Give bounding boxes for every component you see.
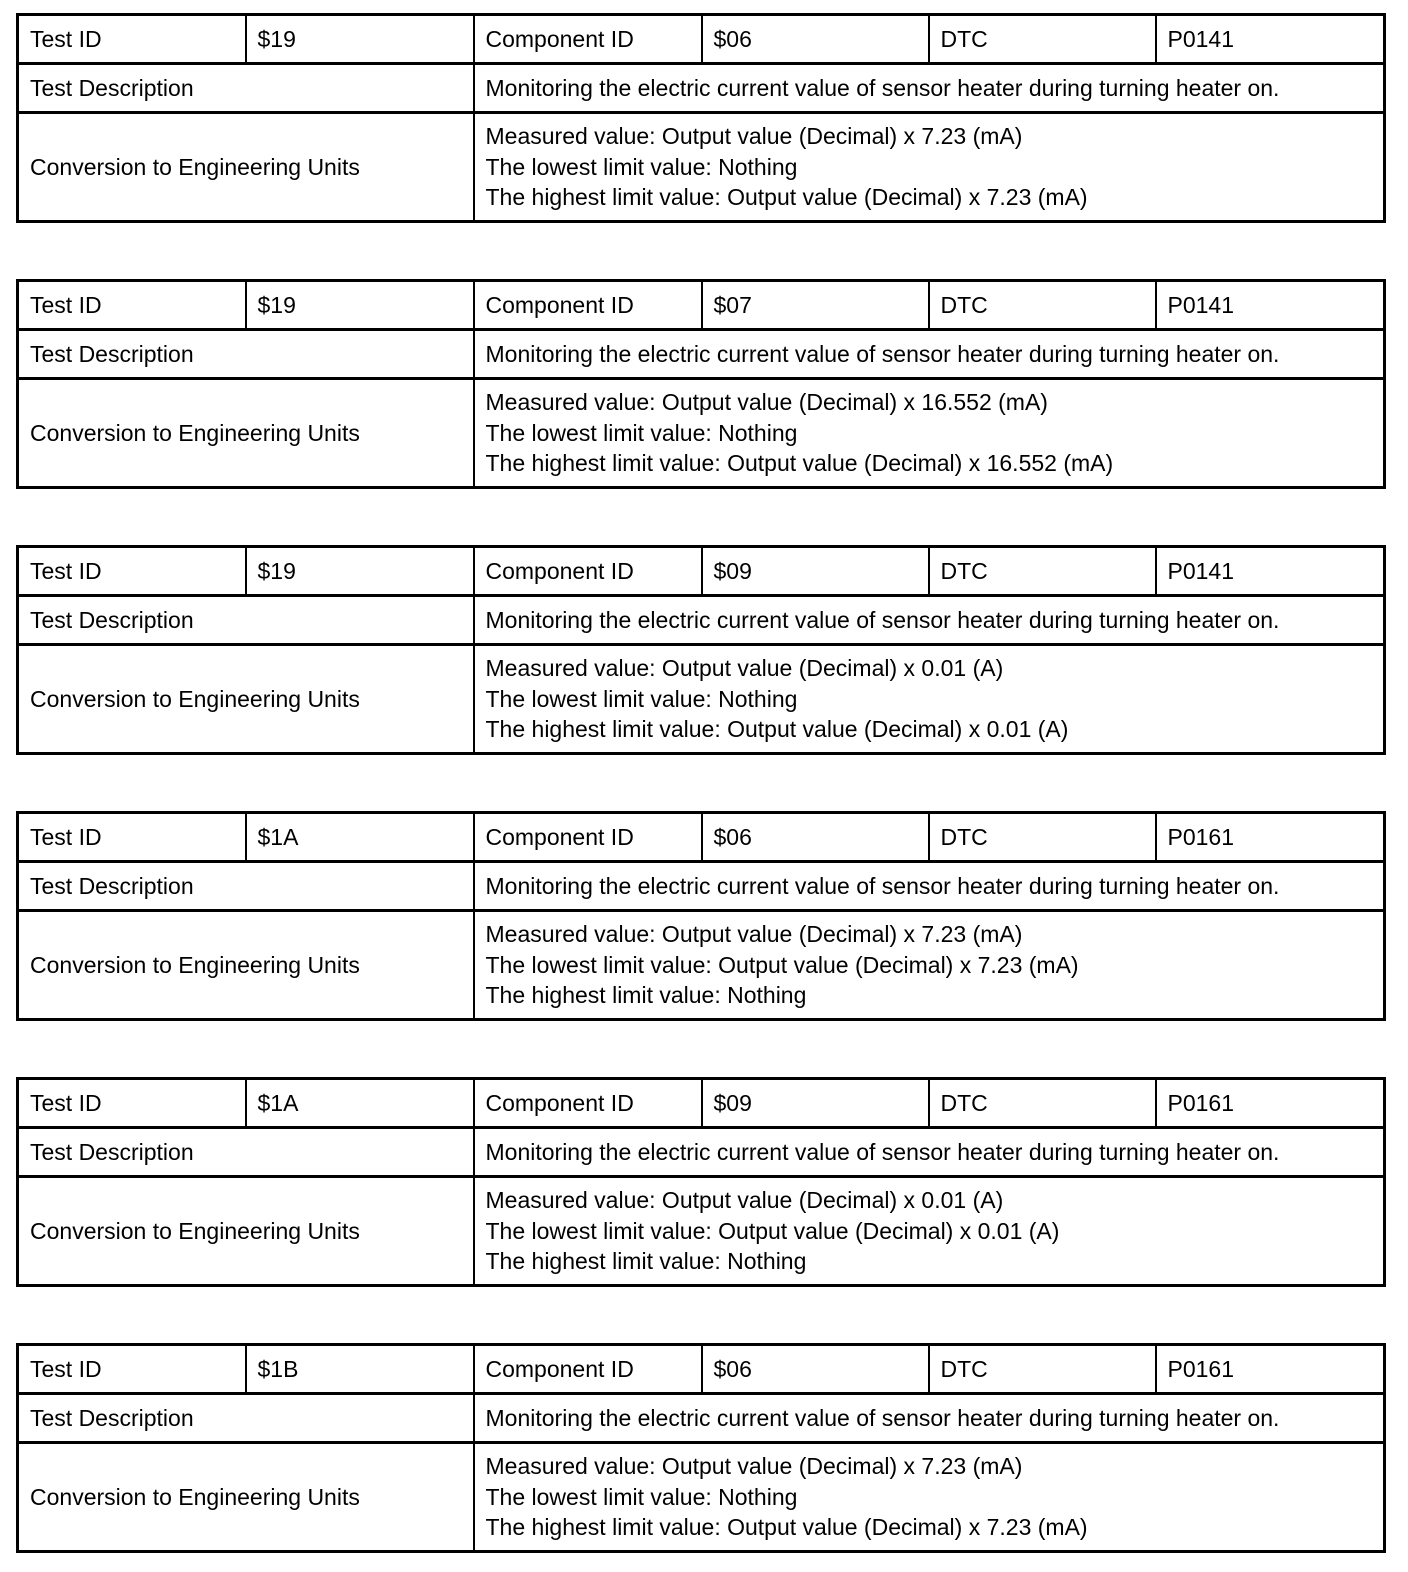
highest-limit-line: The highest limit value: Output value (Decimal) x 7.23 (mA) xyxy=(485,184,1088,211)
conversion-label: Conversion to Engineering Units xyxy=(18,645,474,754)
conversion-value xyxy=(474,1443,1385,1552)
lowest-limit-line: The lowest limit value: Nothing xyxy=(485,685,798,712)
test-spec-table xyxy=(16,13,1386,223)
component-id-value: $09 xyxy=(702,547,929,596)
test-id-value: $19 xyxy=(246,281,474,330)
test-spec-table xyxy=(16,1077,1386,1287)
test-description-value: Monitoring the electric current value of sensor heater during turning heater on. xyxy=(474,330,1385,379)
test-spec-table xyxy=(16,545,1386,755)
test-description-label: Test Description xyxy=(18,1128,474,1177)
test-description-label: Test Description xyxy=(18,596,474,645)
test-description-value: Monitoring the electric current value of sensor heater during turning heater on. xyxy=(474,596,1385,645)
component-id-label: Component ID xyxy=(474,281,702,330)
test-id-label: Test ID xyxy=(18,1345,246,1394)
conversion-label: Conversion to Engineering Units xyxy=(18,113,474,222)
dtc-label: DTC xyxy=(929,1079,1156,1128)
test-id-label: Test ID xyxy=(18,281,246,330)
test-id-value: $19 xyxy=(246,15,474,64)
measured-value-line: Measured value: Output value (Decimal) x 16.552 (mA) xyxy=(485,389,1048,416)
conversion-label: Conversion to Engineering Units xyxy=(18,911,474,1020)
test-spec-table xyxy=(16,279,1386,489)
lowest-limit-line: The lowest limit value: Nothing xyxy=(485,419,798,446)
component-id-label: Component ID xyxy=(474,813,702,862)
test-description-value: Monitoring the electric current value of sensor heater during turning heater on. xyxy=(474,862,1385,911)
test-id-value: $1A xyxy=(246,813,474,862)
measured-value-line: Measured value: Output value (Decimal) x 7.23 (mA) xyxy=(485,123,1023,150)
test-id-label: Test ID xyxy=(18,547,246,596)
test-id-label: Test ID xyxy=(18,15,246,64)
lowest-limit-line: The lowest limit value: Output value (Decimal) x 7.23 (mA) xyxy=(485,951,1079,978)
measured-value-line: Measured value: Output value (Decimal) x 7.23 (mA) xyxy=(485,921,1023,948)
test-id-value: $19 xyxy=(246,547,474,596)
dtc-label: DTC xyxy=(929,281,1156,330)
component-id-value: $06 xyxy=(702,813,929,862)
conversion-value xyxy=(474,645,1385,754)
highest-limit-line: The highest limit value: Output value (Decimal) x 16.552 (mA) xyxy=(485,450,1114,477)
dtc-label: DTC xyxy=(929,547,1156,596)
dtc-value: P0161 xyxy=(1156,1345,1385,1394)
dtc-value: P0141 xyxy=(1156,15,1385,64)
lowest-limit-line: The lowest limit value: Output value (Decimal) x 0.01 (A) xyxy=(485,1217,1060,1244)
component-id-value: $06 xyxy=(702,15,929,64)
measured-value-line: Measured value: Output value (Decimal) x 0.01 (A) xyxy=(485,1187,1004,1214)
highest-limit-line: The highest limit value: Output value (Decimal) x 7.23 (mA) xyxy=(485,1514,1088,1541)
conversion-value xyxy=(474,1177,1385,1286)
test-id-value: $1A xyxy=(246,1079,474,1128)
test-description-label: Test Description xyxy=(18,330,474,379)
dtc-label: DTC xyxy=(929,15,1156,64)
test-description-value: Monitoring the electric current value of sensor heater during turning heater on. xyxy=(474,1128,1385,1177)
dtc-value: P0161 xyxy=(1156,813,1385,862)
component-id-label: Component ID xyxy=(474,547,702,596)
component-id-label: Component ID xyxy=(474,15,702,64)
test-description-label: Test Description xyxy=(18,64,474,113)
component-id-value: $07 xyxy=(702,281,929,330)
test-spec-table xyxy=(16,811,1386,1021)
measured-value-line: Measured value: Output value (Decimal) x 0.01 (A) xyxy=(485,655,1004,682)
test-description-value: Monitoring the electric current value of sensor heater during turning heater on. xyxy=(474,1394,1385,1443)
test-id-value: $1B xyxy=(246,1345,474,1394)
test-id-label: Test ID xyxy=(18,813,246,862)
test-description-value: Monitoring the electric current value of sensor heater during turning heater on. xyxy=(474,64,1385,113)
component-id-value: $09 xyxy=(702,1079,929,1128)
component-id-label: Component ID xyxy=(474,1079,702,1128)
dtc-value: P0161 xyxy=(1156,1079,1385,1128)
lowest-limit-line: The lowest limit value: Nothing xyxy=(485,153,798,180)
conversion-label: Conversion to Engineering Units xyxy=(18,1177,474,1286)
component-id-label: Component ID xyxy=(474,1345,702,1394)
conversion-value xyxy=(474,113,1385,222)
dtc-label: DTC xyxy=(929,813,1156,862)
component-id-value: $06 xyxy=(702,1345,929,1394)
conversion-value xyxy=(474,911,1385,1020)
test-description-label: Test Description xyxy=(18,862,474,911)
dtc-value: P0141 xyxy=(1156,281,1385,330)
conversion-label: Conversion to Engineering Units xyxy=(18,379,474,488)
highest-limit-line: The highest limit value: Output value (Decimal) x 0.01 (A) xyxy=(485,716,1069,743)
highest-limit-line: The highest limit value: Nothing xyxy=(485,1248,807,1275)
measured-value-line: Measured value: Output value (Decimal) x 7.23 (mA) xyxy=(485,1453,1023,1480)
test-id-label: Test ID xyxy=(18,1079,246,1128)
test-spec-table xyxy=(16,1343,1386,1553)
test-description-label: Test Description xyxy=(18,1394,474,1443)
dtc-value: P0141 xyxy=(1156,547,1385,596)
conversion-label: Conversion to Engineering Units xyxy=(18,1443,474,1552)
highest-limit-line: The highest limit value: Nothing xyxy=(485,982,807,1009)
dtc-label: DTC xyxy=(929,1345,1156,1394)
conversion-value xyxy=(474,379,1385,488)
lowest-limit-line: The lowest limit value: Nothing xyxy=(485,1483,798,1510)
